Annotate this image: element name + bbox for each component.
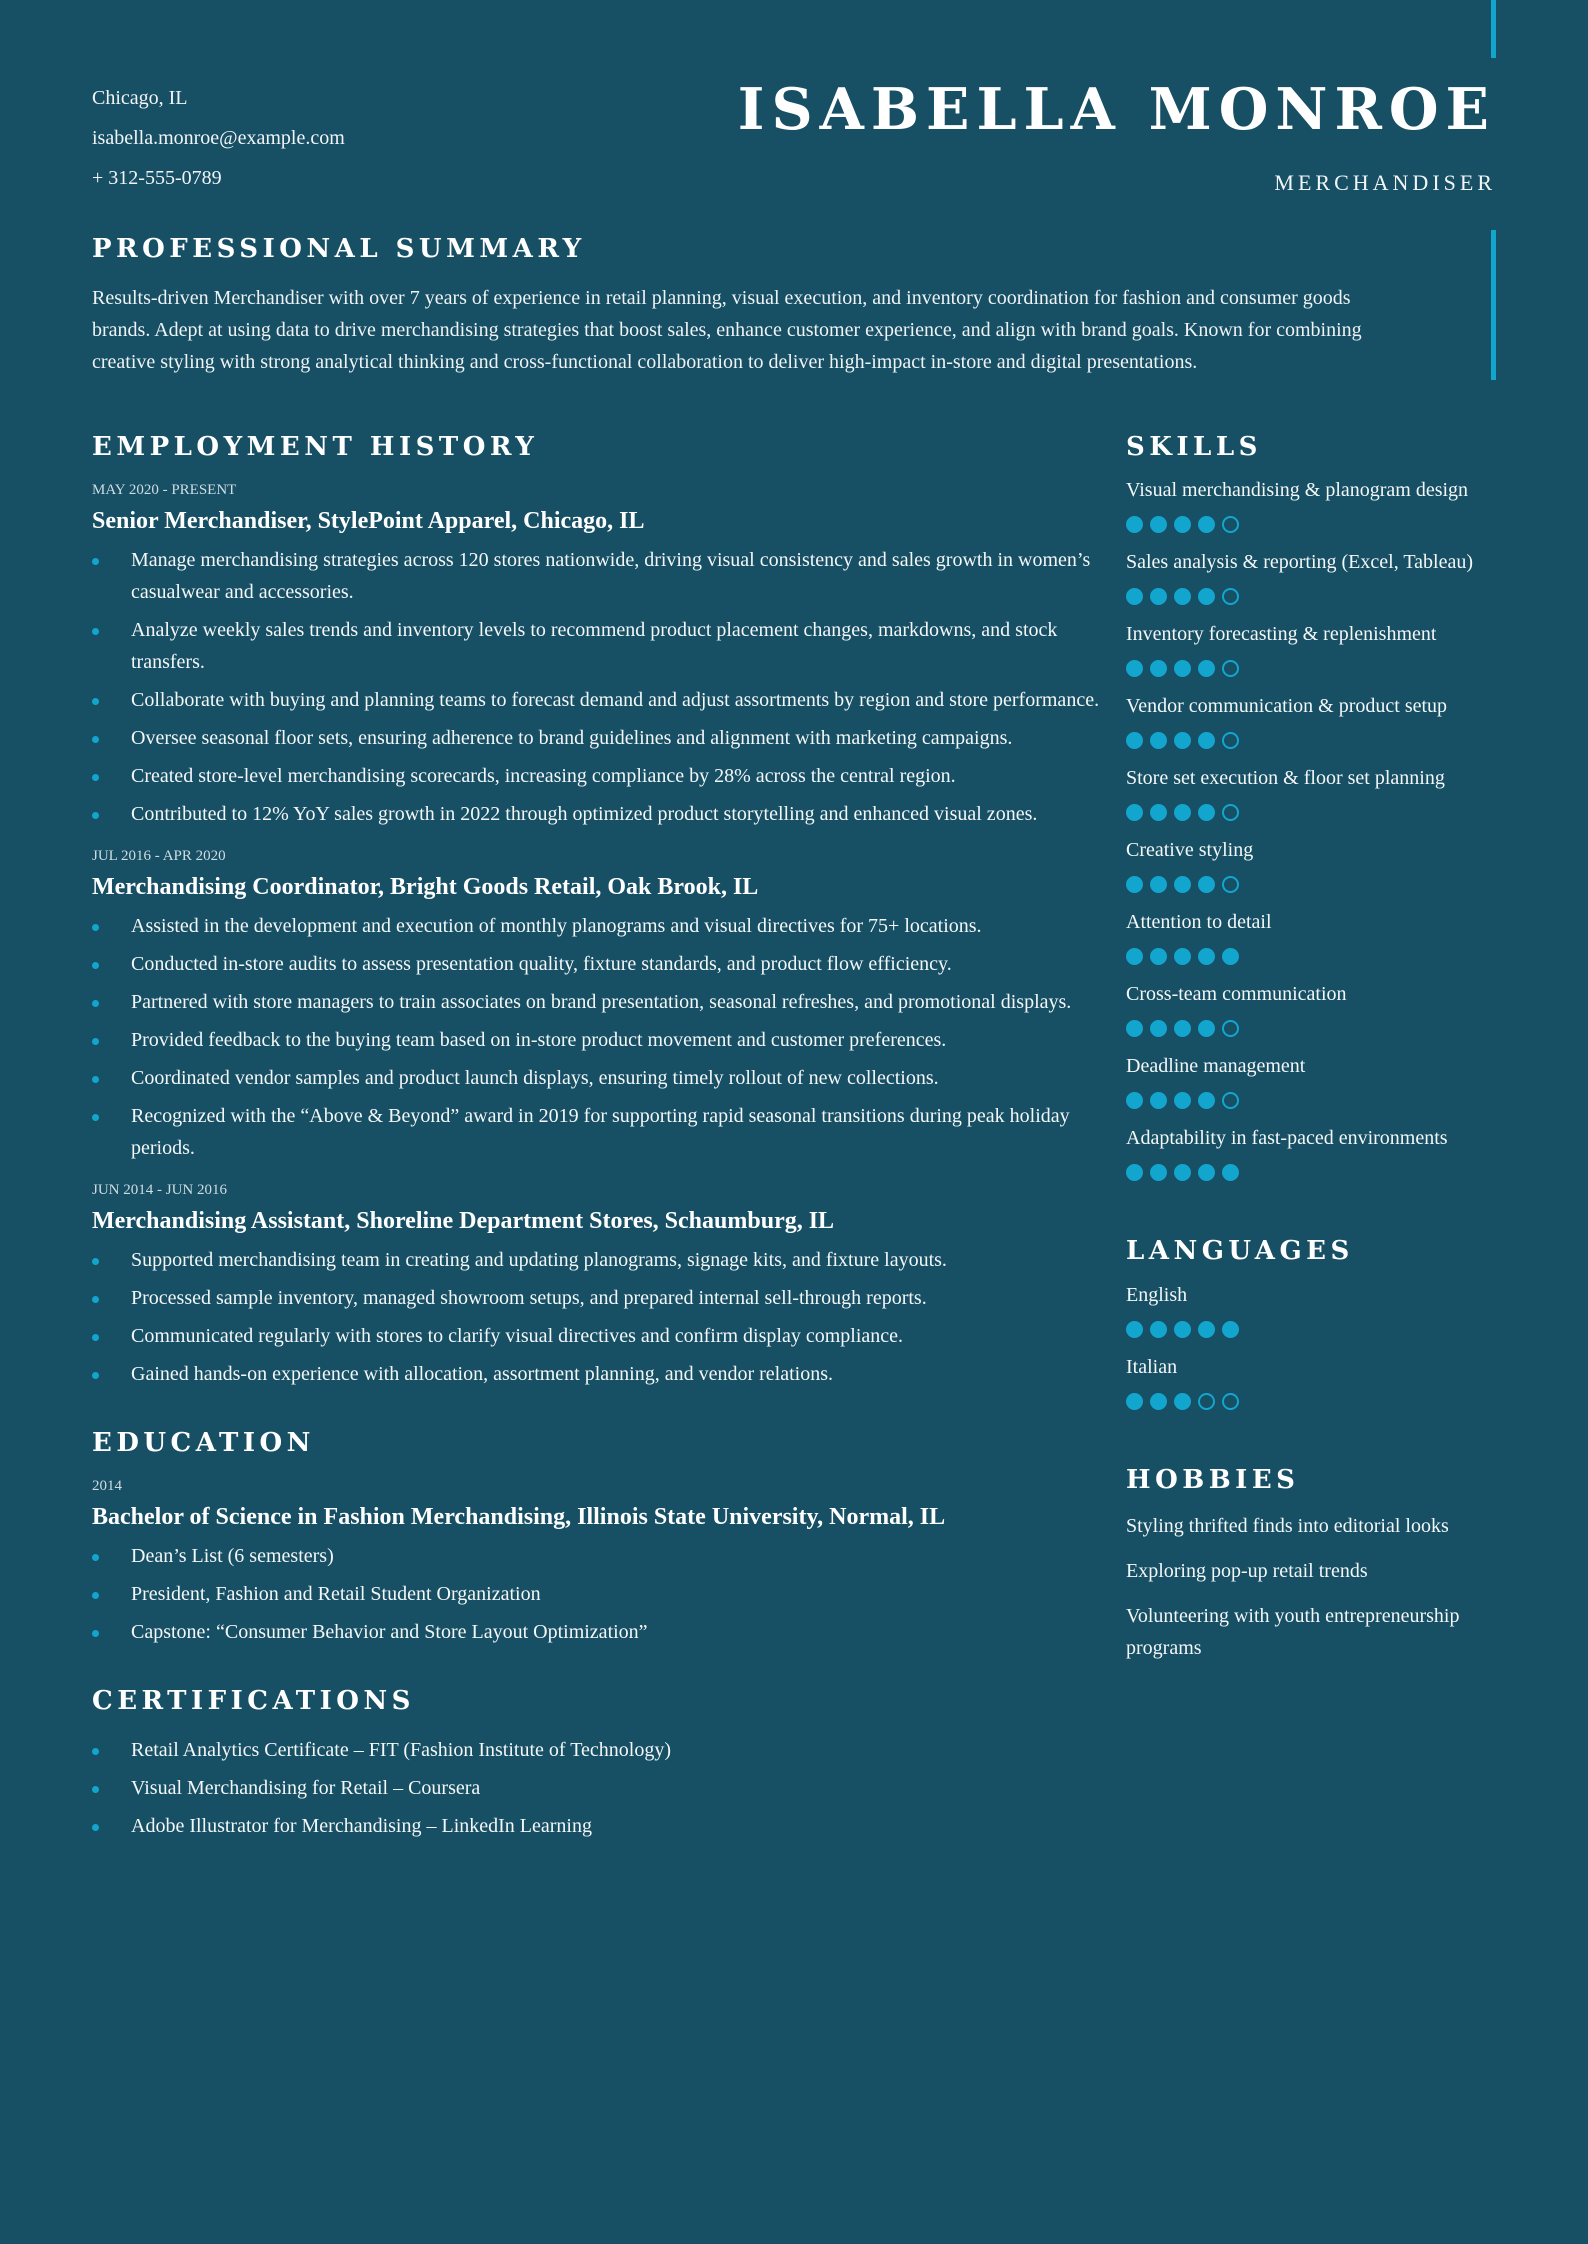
rating-dot-filled-icon [1198, 1092, 1215, 1109]
hobby-item: Styling thrifted finds into editorial looks [1126, 1515, 1449, 1537]
rating-dot-filled-icon [1126, 732, 1143, 749]
education-date: 2014 [92, 1478, 122, 1494]
rating-dot-empty-icon [1222, 804, 1239, 821]
skill-item [1126, 1123, 1506, 1184]
rating-dot-empty-icon [1222, 732, 1239, 749]
skill-name: Vendor communication & product setup [1126, 695, 1448, 717]
rating-dot-filled-icon [1174, 1092, 1191, 1109]
list-item: Adobe Illustrator for Merchandising – LinkedIn Learning [92, 1810, 1121, 1842]
bullet-icon [92, 1296, 99, 1303]
bullet-icon [92, 1748, 99, 1755]
list-item: Processed sample inventory, managed showroom setups, and prepared internal sell-through reports. [92, 1282, 1121, 1314]
rating-dot-filled-icon [1126, 1164, 1143, 1181]
language-name: Italian [1126, 1356, 1178, 1378]
contact-info [92, 78, 345, 198]
rating-dot-empty-icon [1222, 588, 1239, 605]
bullet-icon [92, 698, 99, 705]
bullet-icon [92, 736, 99, 743]
rating-dot-filled-icon [1198, 804, 1215, 821]
rating-dot-empty-icon [1222, 1393, 1239, 1410]
job-entry [92, 480, 1100, 830]
rating-dot-filled-icon [1126, 1321, 1143, 1338]
bullet-icon [92, 1786, 99, 1793]
list-item: Analyze weekly sales trends and inventory levels to recommend product placement changes, markdowns, and stock transfers. [92, 614, 1121, 678]
skill-name: Deadline management [1126, 1055, 1306, 1077]
skill-item [1126, 475, 1506, 536]
email: isabella.monroe@example.com [92, 127, 345, 149]
bullet-icon [92, 1000, 99, 1007]
rating-dot-filled-icon [1198, 876, 1215, 893]
main-column [92, 430, 1100, 1848]
skill-item [1126, 547, 1506, 608]
bullet-icon [92, 1038, 99, 1045]
list-item: Contributed to 12% YoY sales growth in 2022 through optimized product storytelling and enhanced visual zones. [92, 798, 1121, 830]
rating-dot-empty-icon [1222, 660, 1239, 677]
skill-name: Creative styling [1126, 839, 1254, 861]
language-item [1126, 1280, 1506, 1341]
bullet-icon [92, 1592, 99, 1599]
job-bullets [92, 544, 1100, 830]
skill-item [1126, 907, 1506, 968]
rating-dot-filled-icon [1198, 660, 1215, 677]
skill-rating [1126, 1020, 1506, 1040]
location: Chicago, IL [92, 87, 188, 109]
rating-dot-filled-icon [1174, 588, 1191, 605]
skill-item [1126, 763, 1506, 824]
rating-dot-empty-icon [1222, 876, 1239, 893]
rating-dot-filled-icon [1174, 1020, 1191, 1037]
skill-rating [1126, 1092, 1506, 1112]
list-item: Assisted in the development and execution of monthly planograms and visual directives for 75+ locations. [92, 910, 1121, 942]
list-item: Collaborate with buying and planning teams to forecast demand and adjust assortments by region and store performance. [92, 684, 1121, 716]
language-rating [1126, 1393, 1506, 1413]
job-date: MAY 2020 - PRESENT [92, 482, 237, 498]
bullet-icon [92, 1824, 99, 1831]
rating-dot-filled-icon [1126, 660, 1143, 677]
bullet-icon [92, 1114, 99, 1121]
list-item: Provided feedback to the buying team based on in-store product movement and customer preferences. [92, 1024, 1121, 1056]
language-name: English [1126, 1284, 1188, 1306]
employment-heading: EMPLOYMENT HISTORY [92, 432, 539, 462]
bullet-icon [92, 628, 99, 635]
rating-dot-filled-icon [1222, 1321, 1239, 1338]
rating-dot-filled-icon [1174, 1321, 1191, 1338]
list-item: Partnered with store managers to train associates on brand presentation, seasonal refreshes, and promotional displays. [92, 986, 1121, 1018]
list-item: Supported merchandising team in creating and updating planograms, signage kits, and fixture layouts. [92, 1244, 1121, 1276]
skill-name: Inventory forecasting & replenishment [1126, 623, 1437, 645]
phone: + 312-555-0789 [92, 167, 222, 189]
candidate-role: MERCHANDISER [1274, 170, 1496, 195]
certifications-heading: CERTIFICATIONS [92, 1686, 415, 1716]
side-column [1126, 430, 1506, 1664]
rating-dot-filled-icon [1150, 1020, 1167, 1037]
rating-dot-filled-icon [1150, 876, 1167, 893]
bullet-icon [92, 1258, 99, 1265]
job-date: JUN 2014 - JUN 2016 [92, 1182, 227, 1198]
rating-dot-filled-icon [1174, 516, 1191, 533]
skill-rating [1126, 516, 1506, 536]
rating-dot-filled-icon [1150, 588, 1167, 605]
rating-dot-filled-icon [1198, 588, 1215, 605]
rating-dot-filled-icon [1222, 1164, 1239, 1181]
list-item: Dean’s List (6 semesters) [92, 1540, 1121, 1572]
rating-dot-filled-icon [1126, 1020, 1143, 1037]
rating-dot-filled-icon [1198, 1321, 1215, 1338]
rating-dot-filled-icon [1150, 1164, 1167, 1181]
education-section [92, 1426, 1052, 1648]
skill-item [1126, 1051, 1506, 1112]
accent-bar-summary [1491, 230, 1496, 380]
rating-dot-empty-icon [1222, 1020, 1239, 1037]
skills-heading: SKILLS [1126, 432, 1262, 462]
rating-dot-filled-icon [1150, 1092, 1167, 1109]
skill-rating [1126, 876, 1506, 896]
language-item [1126, 1352, 1506, 1413]
bullet-icon [92, 558, 99, 565]
skill-name: Adaptability in fast-paced environments [1126, 1127, 1448, 1149]
rating-dot-empty-icon [1222, 516, 1239, 533]
hobby-item: Exploring pop-up retail trends [1126, 1560, 1368, 1582]
list-item: Visual Merchandising for Retail – Coursera [92, 1772, 1121, 1804]
language-rating [1126, 1321, 1506, 1341]
certifications-list [92, 1734, 1052, 1842]
bullet-icon [92, 1630, 99, 1637]
list-item: Gained hands-on experience with allocation, assortment planning, and vendor relations. [92, 1358, 1121, 1390]
bullet-icon [92, 1334, 99, 1341]
job-title: Merchandising Assistant, Shoreline Department Stores, Schaumburg, IL [92, 1208, 835, 1234]
rating-dot-filled-icon [1126, 588, 1143, 605]
list-item: Conducted in-store audits to assess presentation quality, fixture standards, and product flow efficiency. [92, 948, 1121, 980]
rating-dot-filled-icon [1126, 876, 1143, 893]
job-bullets [92, 1244, 1052, 1390]
languages-section [1126, 1234, 1506, 1413]
skill-item [1126, 619, 1506, 680]
rating-dot-filled-icon [1174, 876, 1191, 893]
job-entry [92, 1180, 1052, 1390]
rating-dot-filled-icon [1174, 948, 1191, 965]
rating-dot-filled-icon [1174, 1164, 1191, 1181]
list-item: President, Fashion and Retail Student Organization [92, 1578, 1121, 1610]
accent-bar-top [1491, 0, 1496, 58]
bullet-icon [92, 1076, 99, 1083]
summary-text: Results-driven Merchandiser with over 7 years of experience in retail planning, visual execution, and inventory coordination for fashion and consumer goods brands. Adept at using data to drive merchandising strategies that boost sales, enhance customer experience, and align with brand goals. Known for combining creative styling with strong analytical thinking and cross-functional collaboration to deliver high-impact in-store and digital presentations. [92, 287, 1362, 373]
skill-rating [1126, 948, 1506, 968]
professional-summary [92, 232, 1392, 378]
list-item: Coordinated vendor samples and product launch displays, ensuring timely rollout of new collections. [92, 1062, 1121, 1094]
rating-dot-empty-icon [1198, 1393, 1215, 1410]
rating-dot-filled-icon [1198, 948, 1215, 965]
rating-dot-filled-icon [1150, 732, 1167, 749]
degree-title: Bachelor of Science in Fashion Merchandising, Illinois State University, Normal, IL [92, 1504, 946, 1530]
bullet-icon [92, 1372, 99, 1379]
skill-rating [1126, 804, 1506, 824]
rating-dot-filled-icon [1126, 804, 1143, 821]
rating-dot-filled-icon [1126, 948, 1143, 965]
rating-dot-filled-icon [1222, 948, 1239, 965]
rating-dot-filled-icon [1198, 1020, 1215, 1037]
rating-dot-filled-icon [1174, 732, 1191, 749]
hobbies-heading: HOBBIES [1126, 1465, 1300, 1495]
rating-dot-empty-icon [1222, 1092, 1239, 1109]
job-date: JUL 2016 - APR 2020 [92, 848, 226, 864]
list-item: Capstone: “Consumer Behavior and Store Layout Optimization” [92, 1616, 1121, 1648]
skill-rating [1126, 1164, 1506, 1184]
hobby-item: Volunteering with youth entrepreneurship programs [1126, 1605, 1460, 1659]
skill-name: Attention to detail [1126, 911, 1272, 933]
skill-name: Cross-team communication [1126, 983, 1347, 1005]
summary-heading: PROFESSIONAL SUMMARY [92, 234, 586, 264]
skill-item [1126, 835, 1506, 896]
list-item: Retail Analytics Certificate – FIT (Fashion Institute of Technology) [92, 1734, 1121, 1766]
rating-dot-filled-icon [1150, 804, 1167, 821]
skill-rating [1126, 588, 1506, 608]
languages-heading: LANGUAGES [1126, 1236, 1354, 1266]
skill-rating [1126, 732, 1506, 752]
bullet-icon [92, 962, 99, 969]
rating-dot-filled-icon [1150, 948, 1167, 965]
certifications-section [92, 1684, 1052, 1842]
hobbies-section [1126, 1463, 1506, 1664]
rating-dot-filled-icon [1126, 1092, 1143, 1109]
skill-name: Visual merchandising & planogram design [1126, 479, 1469, 501]
skill-rating [1126, 660, 1506, 680]
job-title: Merchandising Coordinator, Bright Goods Retail, Oak Brook, IL [92, 874, 759, 900]
job-bullets [92, 910, 1072, 1164]
candidate-name: ISABELLA MONROE [737, 76, 1496, 143]
rating-dot-filled-icon [1150, 516, 1167, 533]
rating-dot-filled-icon [1126, 1393, 1143, 1410]
rating-dot-filled-icon [1198, 1164, 1215, 1181]
list-item: Created store-level merchandising scorecards, increasing compliance by 28% across the central region. [92, 760, 1121, 792]
rating-dot-filled-icon [1174, 804, 1191, 821]
rating-dot-filled-icon [1126, 516, 1143, 533]
rating-dot-filled-icon [1150, 1393, 1167, 1410]
education-bullets [92, 1540, 1052, 1648]
list-item: Recognized with the “Above & Beyond” award in 2019 for supporting rapid seasonal transitions during peak holiday periods. [92, 1100, 1121, 1164]
skill-name: Sales analysis & reporting (Excel, Tableau) [1126, 551, 1474, 573]
skills-list [1126, 475, 1506, 1184]
skill-item [1126, 979, 1506, 1040]
skill-name: Store set execution & floor set planning [1126, 767, 1445, 789]
list-item: Manage merchandising strategies across 120 stores nationwide, driving visual consistency and sales growth in women’s casualwear and accessories. [92, 544, 1121, 608]
rating-dot-filled-icon [1174, 660, 1191, 677]
rating-dot-filled-icon [1198, 516, 1215, 533]
rating-dot-filled-icon [1150, 1321, 1167, 1338]
bullet-icon [92, 924, 99, 931]
list-item: Communicated regularly with stores to clarify visual directives and confirm display compliance. [92, 1320, 1121, 1352]
rating-dot-filled-icon [1198, 732, 1215, 749]
job-entry [92, 846, 1072, 1164]
bullet-icon [92, 1554, 99, 1561]
bullet-icon [92, 774, 99, 781]
job-title: Senior Merchandiser, StylePoint Apparel, Chicago, IL [92, 508, 645, 534]
skill-item [1126, 691, 1506, 752]
education-heading: EDUCATION [92, 1428, 315, 1458]
rating-dot-filled-icon [1174, 1393, 1191, 1410]
rating-dot-filled-icon [1150, 660, 1167, 677]
bullet-icon [92, 812, 99, 819]
list-item: Oversee seasonal floor sets, ensuring adherence to brand guidelines and alignment with marketing campaigns. [92, 722, 1121, 754]
